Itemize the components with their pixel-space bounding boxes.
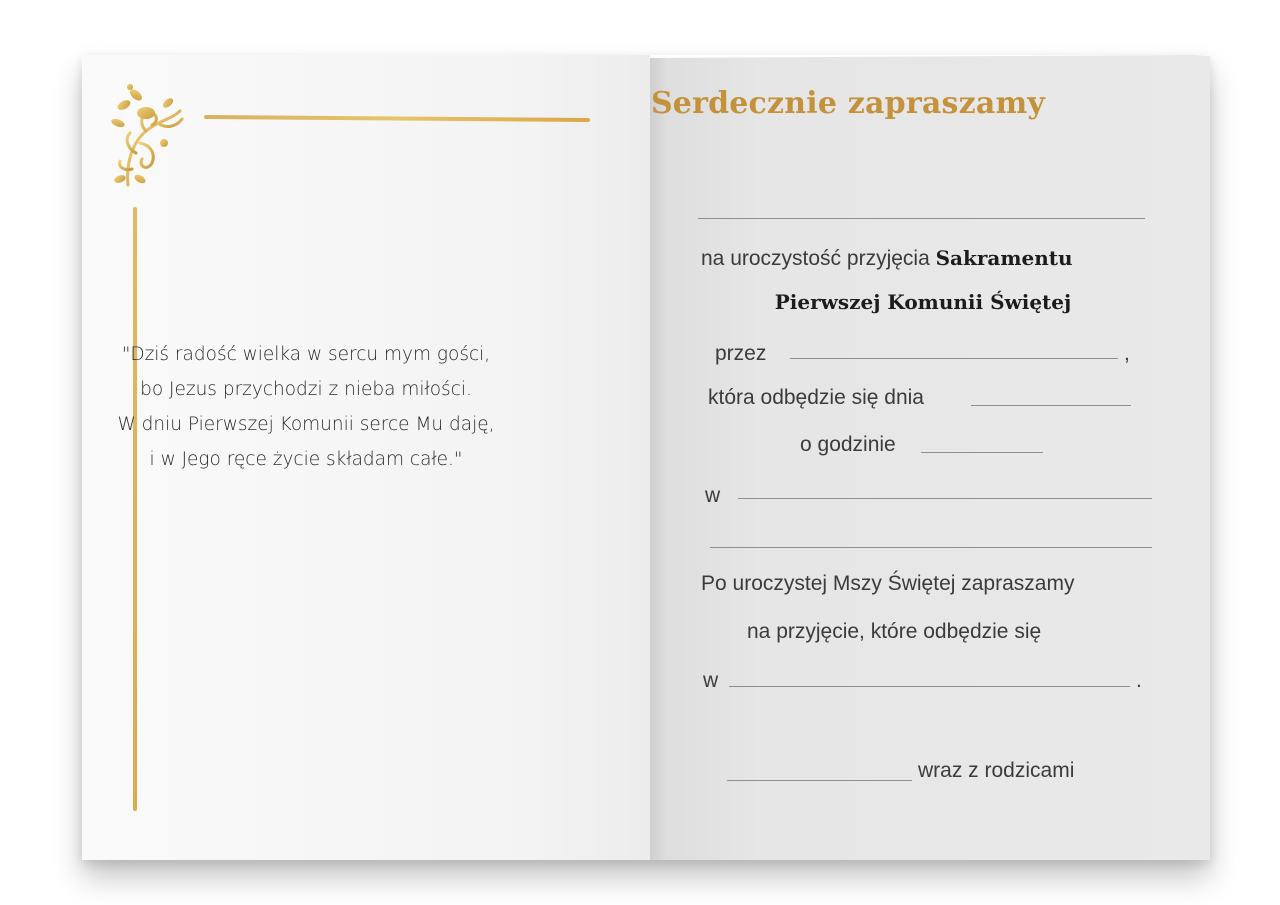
place-label: w xyxy=(705,484,721,507)
sacrament-line-2: Pierwszej Komunii Świętej xyxy=(774,290,1072,314)
invitation-title: Serdecznie zapraszamy xyxy=(650,86,1046,121)
right-page xyxy=(650,55,1210,860)
sacrament-prefix: na uroczystość przyjęcia xyxy=(701,247,936,270)
time-blank[interactable] xyxy=(921,452,1043,453)
parents-label: wraz z rodzicami xyxy=(918,759,1075,782)
sacrament-line-1 xyxy=(701,246,1073,271)
sacrament-bold: Sakramentu xyxy=(935,246,1073,270)
date-blank[interactable] xyxy=(971,405,1131,406)
date-label: która odbędzie się dnia xyxy=(708,386,924,409)
przez-label: przez xyxy=(715,342,767,365)
gold-floral-corner-icon xyxy=(106,83,188,189)
place-blank[interactable] xyxy=(738,498,1152,499)
host-name-blank[interactable] xyxy=(727,780,912,781)
poem-line: i w Jego ręce życie składam całe." xyxy=(149,449,463,470)
time-label: o godzinie xyxy=(800,433,896,456)
place-blank-line-2[interactable] xyxy=(710,547,1152,548)
reception-line-2: na przyjęcie, które odbędzie się xyxy=(747,620,1042,643)
przez-comma: , xyxy=(1124,342,1130,365)
gold-top-border xyxy=(204,115,590,122)
poem-quote xyxy=(70,337,542,477)
reception-place-period: . xyxy=(1136,669,1142,692)
gold-left-border xyxy=(133,207,137,811)
title-underline xyxy=(698,218,1145,219)
child-name-blank[interactable] xyxy=(790,358,1118,359)
poem-line: W dniu Pierwszej Komunii serce Mu daję, xyxy=(117,414,495,435)
reception-place-blank[interactable] xyxy=(729,686,1130,687)
poem-line: "Dziś radość wielka w sercu mym gości, xyxy=(121,344,491,365)
reception-place-label: w xyxy=(703,669,719,692)
poem-line: bo Jezus przychodzi z nieba miłości. xyxy=(140,379,472,400)
reception-line-1: Po uroczystej Mszy Świętej zapraszamy xyxy=(701,572,1075,595)
